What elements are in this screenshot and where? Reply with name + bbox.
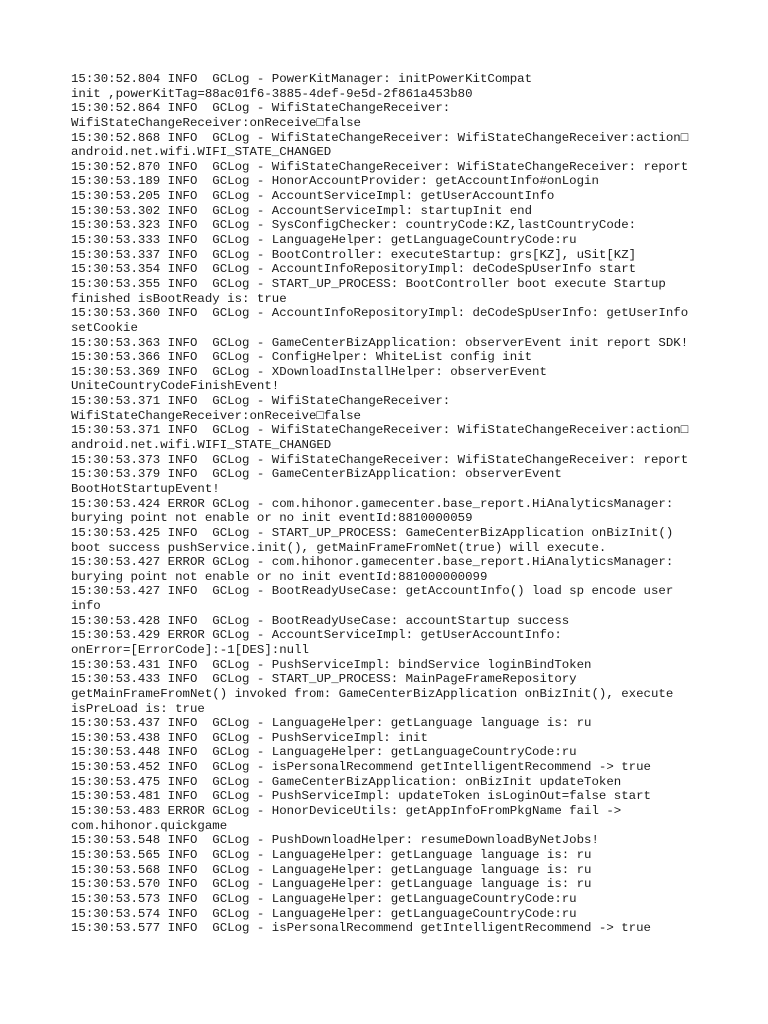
log-line: burying point not enable or no init eventId:881000000099	[71, 569, 488, 584]
log-line: WifiStateChangeReceiver:onReceive□false	[71, 408, 361, 423]
log-line: 15:30:52.868 INFO GCLog - WifiStateChangeReceiver: WifiStateChangeReceiver:action□	[71, 130, 689, 145]
log-line: 15:30:53.333 INFO GCLog - LanguageHelper: getLanguageCountryCode:ru	[71, 233, 577, 248]
log-line: BootHotStartupEvent!	[71, 481, 220, 496]
log-line: android.net.wifi.WIFI_STATE_CHANGED	[71, 145, 332, 160]
log-line: 15:30:53.379 INFO GCLog - GameCenterBizApplication: observerEvent	[71, 467, 562, 482]
log-line: com.hihonor.quickgame	[71, 818, 228, 833]
log-line: 15:30:53.424 ERROR GCLog - com.hihonor.gamecenter.base_report.HiAnalyticsManager:	[71, 496, 674, 511]
log-line: 15:30:53.481 INFO GCLog - PushServiceImpl: updateToken isLoginOut=false start	[71, 789, 651, 804]
log-line: 15:30:53.438 INFO GCLog - PushServiceImpl: init	[71, 730, 428, 745]
log-line: 15:30:52.864 INFO GCLog - WifiStateChangeReceiver:	[71, 101, 451, 116]
log-line: 15:30:53.548 INFO GCLog - PushDownloadHelper: resumeDownloadByNetJobs!	[71, 833, 599, 848]
log-line: 15:30:53.429 ERROR GCLog - AccountServiceImpl: getUserAccountInfo:	[71, 628, 562, 643]
log-line: boot success pushService.init(), getMainFrameFromNet(true) will execute.	[71, 540, 607, 555]
log-line: 15:30:53.302 INFO GCLog - AccountServiceImpl: startupInit end	[71, 203, 533, 218]
log-line: 15:30:53.565 INFO GCLog - LanguageHelper: getLanguage language is: ru	[71, 847, 592, 862]
log-line: 15:30:53.355 INFO GCLog - START_UP_PROCESS: BootController boot execute Startup	[71, 276, 666, 291]
log-line: 15:30:53.369 INFO GCLog - XDownloadInstallHelper: observerEvent	[71, 364, 547, 379]
log-line: 15:30:53.448 INFO GCLog - LanguageHelper: getLanguageCountryCode:ru	[71, 745, 577, 760]
log-line: 15:30:53.427 INFO GCLog - BootReadyUseCase: getAccountInfo() load sp encode user	[71, 584, 674, 599]
log-line: onError=[ErrorCode]:-1[DES]:null	[71, 642, 309, 657]
log-line: android.net.wifi.WIFI_STATE_CHANGED	[71, 438, 332, 453]
log-line: 15:30:52.870 INFO GCLog - WifiStateChangeReceiver: WifiStateChangeReceiver: report	[71, 159, 689, 174]
log-line: 15:30:53.337 INFO GCLog - BootController: executeStartup: grs[KZ], uSit[KZ]	[71, 247, 637, 262]
log-line: 15:30:53.373 INFO GCLog - WifiStateChangeReceiver: WifiStateChangeReceiver: report	[71, 452, 689, 467]
log-line: WifiStateChangeReceiver:onReceive□false	[71, 115, 361, 130]
log-line: 15:30:53.371 INFO GCLog - WifiStateChangeReceiver: WifiStateChangeReceiver:action□	[71, 423, 689, 438]
log-line: 15:30:53.573 INFO GCLog - LanguageHelper: getLanguageCountryCode:ru	[71, 891, 577, 906]
log-line: 15:30:53.433 INFO GCLog - START_UP_PROCESS: MainPageFrameRepository	[71, 672, 577, 687]
log-line: 15:30:53.568 INFO GCLog - LanguageHelper: getLanguage language is: ru	[71, 862, 592, 877]
log-line: 15:30:53.483 ERROR GCLog - HonorDeviceUtils: getAppInfoFromPkgName fail ->	[71, 804, 622, 819]
log-line: init ,powerKitTag=88ac01f6-3885-4def-9e5d-2f861a453b80	[71, 86, 473, 101]
log-line: finished isBootReady is: true	[71, 291, 287, 306]
log-line: 15:30:53.354 INFO GCLog - AccountInfoRepositoryImpl: deCodeSpUserInfo start	[71, 262, 637, 277]
log-line: UniteCountryCodeFinishEvent!	[71, 379, 280, 394]
log-line: isPreLoad is: true	[71, 701, 205, 716]
log-line: 15:30:53.475 INFO GCLog - GameCenterBizApplication: onBizInit updateToken	[71, 774, 622, 789]
log-line: 15:30:53.428 INFO GCLog - BootReadyUseCase: accountStartup success	[71, 613, 570, 628]
log-line: setCookie	[71, 320, 138, 335]
log-line: 15:30:53.366 INFO GCLog - ConfigHelper: WhiteList config init	[71, 350, 533, 365]
log-line: 15:30:53.360 INFO GCLog - AccountInfoRepositoryImpl: deCodeSpUserInfo: getUserInfo	[71, 306, 689, 321]
log-line: 15:30:52.804 INFO GCLog - PowerKitManager: initPowerKitCompat	[71, 72, 533, 86]
log-line: 15:30:53.425 INFO GCLog - START_UP_PROCESS: GameCenterBizApplication onBizInit()	[71, 525, 674, 540]
log-line: 15:30:53.574 INFO GCLog - LanguageHelper: getLanguageCountryCode:ru	[71, 906, 577, 921]
log-line: 15:30:53.371 INFO GCLog - WifiStateChangeReceiver:	[71, 394, 451, 409]
log-line: 15:30:53.431 INFO GCLog - PushServiceImpl: bindService loginBindToken	[71, 657, 592, 672]
log-line: 15:30:53.363 INFO GCLog - GameCenterBizApplication: observerEvent init report SDK!	[71, 335, 689, 350]
log-line: 15:30:53.570 INFO GCLog - LanguageHelper: getLanguage language is: ru	[71, 877, 592, 892]
log-line: 15:30:53.427 ERROR GCLog - com.hihonor.gamecenter.base_report.HiAnalyticsManager:	[71, 555, 674, 570]
log-line: info	[71, 599, 101, 614]
log-line: 15:30:53.189 INFO GCLog - HonorAccountProvider: getAccountInfo#onLogin	[71, 174, 599, 189]
log-line: 15:30:53.437 INFO GCLog - LanguageHelper: getLanguage language is: ru	[71, 716, 592, 731]
log-line: 15:30:53.452 INFO GCLog - isPersonalRecommend getIntelligentRecommend -> true	[71, 760, 651, 775]
log-line: burying point not enable or no init eventId:8810000059	[71, 511, 473, 526]
log-line: 15:30:53.577 INFO GCLog - isPersonalRecommend getIntelligentRecommend -> true	[71, 921, 651, 936]
log-line: getMainFrameFromNet() invoked from: GameCenterBizApplication onBizInit(), execute	[71, 686, 674, 701]
log-line: 15:30:53.205 INFO GCLog - AccountServiceImpl: getUserAccountInfo	[71, 189, 555, 204]
log-text-block	[71, 72, 701, 936]
log-line: 15:30:53.323 INFO GCLog - SysConfigChecker: countryCode:KZ,lastCountryCode:	[71, 218, 637, 233]
